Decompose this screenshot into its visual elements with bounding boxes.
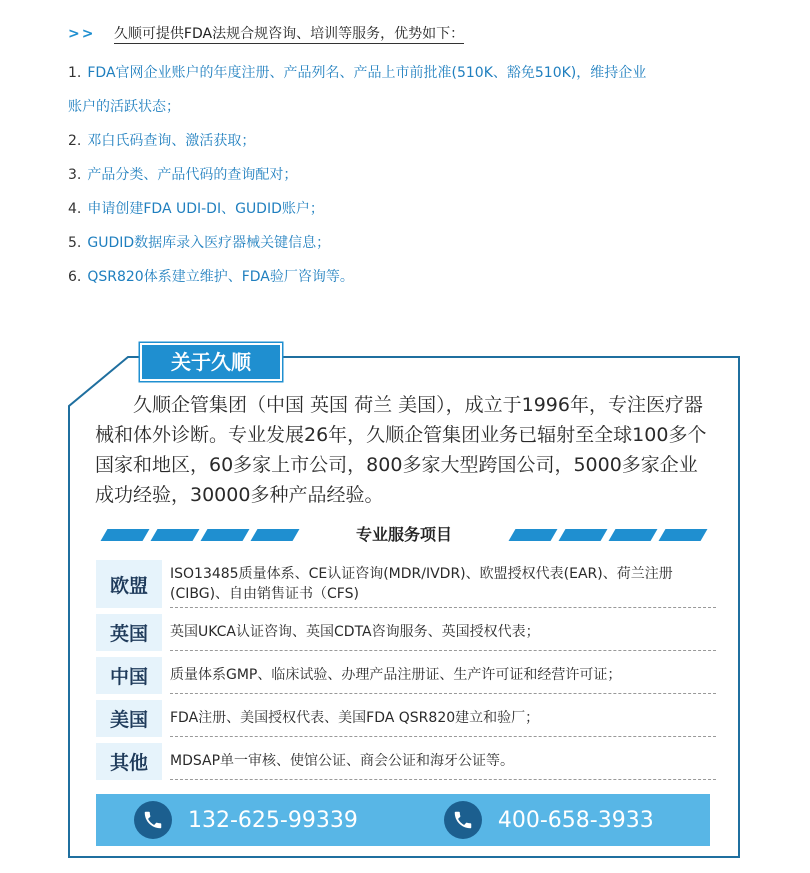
item-text: 申请创建FDA UDI-DI、GUDID账户；: [87, 201, 324, 217]
phone-number: 132-625-99339: [188, 807, 358, 833]
about-paragraph: 久顺企管集团（中国 英国 荷兰 美国），成立于1996年，专注医疗器械和体外诊断。专业发展26年，久顺企管集团业务已辐射至全球100多个国家和地区，60多家上市公司，800多家大型跨国公司，5000多家企业成功经验，30000多种产品经验。: [95, 394, 707, 506]
region-row: [96, 700, 716, 737]
region-row: [96, 743, 716, 780]
services-title: 专业服务项目: [355, 525, 452, 544]
region-table: [96, 560, 716, 786]
list-item: [68, 124, 758, 158]
region-label: 美国: [96, 700, 162, 737]
list-item: [68, 158, 758, 192]
item-text: 邓白氏码查询、激活获取；: [87, 133, 256, 149]
list-item: [68, 226, 758, 260]
region-desc: 英国UKCA认证咨询、英国CDTA咨询服务、英国授权代表；: [170, 614, 716, 651]
phone-icon: [444, 801, 482, 839]
item-number: 3.: [68, 167, 82, 183]
region-label: 中国: [96, 657, 162, 694]
service-list: [68, 56, 758, 294]
region-desc: MDSAP单一审核、使馆公证、商会公证和海牙公证等。: [170, 743, 716, 780]
about-tag: 关于久顺: [140, 343, 282, 381]
region-row: [96, 614, 716, 651]
item-text: GUDID数据库录入医疗器械关键信息；: [87, 235, 331, 251]
intro-line: [68, 23, 464, 43]
region-row: [96, 560, 716, 608]
item-text-continued: 账户的活跃状态；: [68, 99, 180, 115]
phone-icon: [134, 801, 172, 839]
region-label: 其他: [96, 743, 162, 780]
contact-bar: [96, 794, 710, 846]
list-item: [68, 56, 758, 124]
item-text: 产品分类、产品代码的查询配对；: [87, 167, 298, 183]
item-number: 1.: [68, 65, 82, 81]
phone-contact[interactable]: [134, 801, 358, 839]
list-item: [68, 192, 758, 226]
region-label: 英国: [96, 614, 162, 651]
region-desc: 质量体系GMP、临床试验、办理产品注册证、生产许可证和经营许可证；: [170, 657, 716, 694]
about-card: [68, 350, 740, 858]
item-text: FDA官网企业账户的年度注册、产品列名、产品上市前批准(510K、豁免510K)，维持企业: [87, 65, 647, 81]
list-item: [68, 260, 758, 294]
item-number: 6.: [68, 269, 82, 285]
phone-contact[interactable]: [444, 801, 654, 839]
decor-stripes-right: [512, 526, 712, 540]
double-arrow-icon: >>: [68, 26, 96, 42]
region-row: [96, 657, 716, 694]
intro-text: 久顺可提供FDA法规合规咨询、培训等服务，优势如下：: [113, 26, 465, 42]
region-desc: FDA注册、美国授权代表、美国FDA QSR820建立和验厂；: [170, 700, 716, 737]
item-number: 4.: [68, 201, 82, 217]
item-number: 2.: [68, 133, 82, 149]
item-text: QSR820体系建立维护、FDA验厂咨询等。: [87, 269, 354, 285]
phone-number: 400-658-3933: [497, 807, 654, 833]
item-number: 5.: [68, 235, 82, 251]
region-label: 欧盟: [96, 560, 162, 608]
region-desc: ISO13485质量体系、CE认证咨询(MDR/IVDR)、欧盟授权代表(EAR)、荷兰注册(CIBG)、自由销售证书（CFS): [170, 560, 716, 608]
